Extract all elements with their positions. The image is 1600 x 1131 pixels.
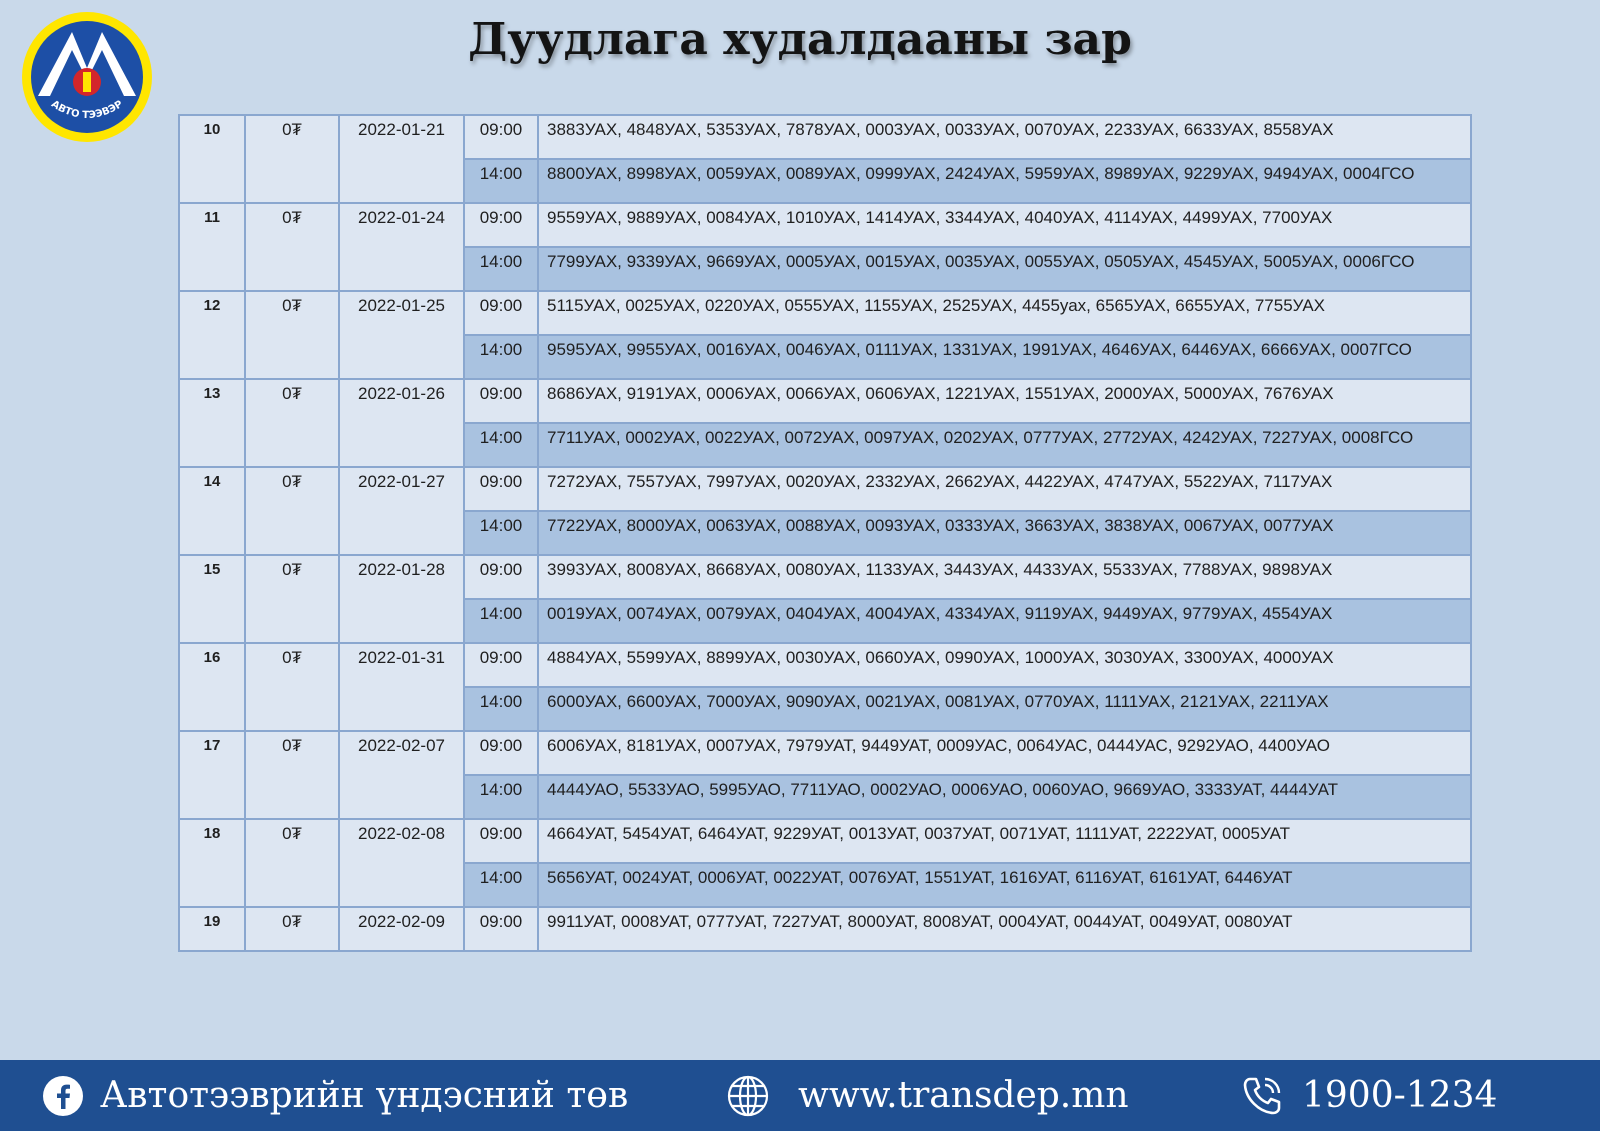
auction-time: 09:00 [464, 291, 538, 335]
auction-time: 14:00 [464, 335, 538, 379]
starting-price: 0₮ [245, 643, 339, 731]
plate-numbers: 7799УАХ, 9339УАХ, 9669УАХ, 0005УАХ, 0015УАХ, 0035УАХ, 0055УАХ, 0505УАХ, 4545УАХ, 5005УАХ, 0006ГСО [538, 247, 1471, 291]
table-row [179, 291, 1471, 335]
auction-time: 09:00 [464, 115, 538, 159]
plate-numbers: 8800УАХ, 8998УАХ, 0059УАХ, 0089УАХ, 0999УАХ, 2424УАХ, 5959УАХ, 8989УАХ, 9229УАХ, 9494УАХ, 0004ГСО [538, 159, 1471, 203]
auction-number: 18 [179, 819, 245, 907]
plate-numbers: 0019УАХ, 0074УАХ, 0079УАХ, 0404УАХ, 4004УАХ, 4334УАХ, 9119УАХ, 9449УАХ, 9779УАХ, 4554УАХ [538, 599, 1471, 643]
footer-website: www.transdep.mn [798, 1075, 1129, 1116]
page-title: Дуудлага худалдааны зар [468, 14, 1132, 65]
auction-date: 2022-01-28 [339, 555, 464, 643]
starting-price: 0₮ [245, 291, 339, 379]
auction-date: 2022-01-31 [339, 643, 464, 731]
phone-icon [1240, 1074, 1284, 1118]
auction-time: 14:00 [464, 687, 538, 731]
auction-time: 14:00 [464, 863, 538, 907]
table-row [179, 203, 1471, 247]
plate-numbers: 4884УАХ, 5599УАХ, 8899УАХ, 0030УАХ, 0660УАХ, 0990УАХ, 1000УАХ, 3030УАХ, 3300УАХ, 4000УАХ [538, 643, 1471, 687]
starting-price: 0₮ [245, 731, 339, 819]
auction-time: 14:00 [464, 247, 538, 291]
auction-time: 09:00 [464, 907, 538, 951]
auction-time: 09:00 [464, 555, 538, 599]
table-row [179, 379, 1471, 423]
plate-numbers: 4664УАТ, 5454УАТ, 6464УАТ, 9229УАТ, 0013УАТ, 0037УАТ, 0071УАТ, 1111УАТ, 2222УАТ, 0005УАТ [538, 819, 1471, 863]
auction-time: 14:00 [464, 775, 538, 819]
auction-time: 09:00 [464, 467, 538, 511]
phone-link[interactable] [1240, 1060, 1497, 1131]
plate-numbers: 4444УАО, 5533УАО, 5995УАО, 7711УАО, 0002УАО, 0006УАО, 0060УАО, 9669УАО, 3333УАТ, 4444УАТ [538, 775, 1471, 819]
auction-time: 09:00 [464, 819, 538, 863]
auction-time: 09:00 [464, 643, 538, 687]
plate-numbers: 9595УАХ, 9955УАХ, 0016УАХ, 0046УАХ, 0111УАХ, 1331УАХ, 1991УАХ, 4646УАХ, 6446УАХ, 6666УАХ, 0007ГСО [538, 335, 1471, 379]
auction-number: 11 [179, 203, 245, 291]
auction-date: 2022-02-09 [339, 907, 464, 951]
auction-date: 2022-01-26 [339, 379, 464, 467]
auction-date: 2022-01-27 [339, 467, 464, 555]
auction-date: 2022-02-07 [339, 731, 464, 819]
starting-price: 0₮ [245, 555, 339, 643]
auction-number: 19 [179, 907, 245, 951]
table-row [179, 467, 1471, 511]
auction-time: 14:00 [464, 511, 538, 555]
auction-date: 2022-02-08 [339, 819, 464, 907]
auction-date: 2022-01-24 [339, 203, 464, 291]
logo-text: АВТО ТЭЭВЭР [49, 98, 125, 122]
auction-number: 13 [179, 379, 245, 467]
plate-numbers: 6000УАХ, 6600УАХ, 7000УАХ, 9090УАХ, 0021УАХ, 0081УАХ, 0770УАХ, 1111УАХ, 2121УАХ, 2211УАХ [538, 687, 1471, 731]
footer-phone: 1900-1234 [1302, 1075, 1498, 1116]
facebook-icon [42, 1075, 84, 1117]
starting-price: 0₮ [245, 379, 339, 467]
auction-time: 14:00 [464, 423, 538, 467]
facebook-link[interactable] [42, 1060, 628, 1131]
plate-numbers: 8686УАХ, 9191УАХ, 0006УАХ, 0066УАХ, 0606УАХ, 1221УАХ, 1551УАХ, 2000УАХ, 5000УАХ, 7676УАХ [538, 379, 1471, 423]
auction-time: 09:00 [464, 731, 538, 775]
table-row [179, 907, 1471, 951]
plate-numbers: 9559УАХ, 9889УАХ, 0084УАХ, 1010УАХ, 1414УАХ, 3344УАХ, 4040УАХ, 4114УАХ, 4499УАХ, 7700УАХ [538, 203, 1471, 247]
plate-numbers: 9911УАТ, 0008УАТ, 0777УАТ, 7227УАТ, 8000УАТ, 8008УАТ, 0004УАТ, 0044УАТ, 0049УАТ, 0080УАТ [538, 907, 1471, 951]
plate-numbers: 5656УАТ, 0024УАТ, 0006УАТ, 0022УАТ, 0076УАТ, 1551УАТ, 1616УАТ, 6116УАТ, 6161УАТ, 6446УАТ [538, 863, 1471, 907]
auction-time: 14:00 [464, 159, 538, 203]
table-row [179, 115, 1471, 159]
plate-numbers: 7272УАХ, 7557УАХ, 7997УАХ, 0020УАХ, 2332УАХ, 2662УАХ, 4422УАХ, 4747УАХ, 5522УАХ, 7117УАХ [538, 467, 1471, 511]
table-row [179, 555, 1471, 599]
starting-price: 0₮ [245, 467, 339, 555]
starting-price: 0₮ [245, 115, 339, 203]
plate-numbers: 7711УАХ, 0002УАХ, 0022УАХ, 0072УАХ, 0097УАХ, 0202УАХ, 0777УАХ, 2772УАХ, 4242УАХ, 7227УАХ, 0008ГСО [538, 423, 1471, 467]
auction-number: 17 [179, 731, 245, 819]
plate-numbers: 3993УАХ, 8008УАХ, 8668УАХ, 0080УАХ, 1133УАХ, 3443УАХ, 4433УАХ, 5533УАХ, 7788УАХ, 9898УАХ [538, 555, 1471, 599]
table-row [179, 731, 1471, 775]
auction-time: 14:00 [464, 599, 538, 643]
auction-number: 10 [179, 115, 245, 203]
footer-bar [0, 1060, 1600, 1131]
auction-schedule-table [178, 114, 1472, 952]
auction-time: 09:00 [464, 203, 538, 247]
auction-time: 09:00 [464, 379, 538, 423]
globe-icon [726, 1074, 770, 1118]
footer-org-name: Автотээврийн үндэсний төв [100, 1075, 629, 1116]
auction-number: 12 [179, 291, 245, 379]
auction-number: 14 [179, 467, 245, 555]
table-row [179, 819, 1471, 863]
website-link[interactable] [726, 1060, 1129, 1131]
auction-number: 16 [179, 643, 245, 731]
plate-numbers: 7722УАХ, 8000УАХ, 0063УАХ, 0088УАХ, 0093УАХ, 0333УАХ, 3663УАХ, 3838УАХ, 0067УАХ, 0077УАХ [538, 511, 1471, 555]
starting-price: 0₮ [245, 907, 339, 951]
plate-numbers: 6006УАХ, 8181УАХ, 0007УАХ, 7979УАТ, 9449УАТ, 0009УАС, 0064УАС, 0444УАС, 9292УАО, 4400УАО [538, 731, 1471, 775]
table-row [179, 643, 1471, 687]
starting-price: 0₮ [245, 819, 339, 907]
auction-date: 2022-01-21 [339, 115, 464, 203]
starting-price: 0₮ [245, 203, 339, 291]
auction-date: 2022-01-25 [339, 291, 464, 379]
plate-numbers: 3883УАХ, 4848УАХ, 5353УАХ, 7878УАХ, 0003УАХ, 0033УАХ, 0070УАХ, 2233УАХ, 6633УАХ, 8558УАХ [538, 115, 1471, 159]
auction-number: 15 [179, 555, 245, 643]
plate-numbers: 5115УАХ, 0025УАХ, 0220УАХ, 0555УАХ, 1155УАХ, 2525УАХ, 4455уах, 6565УАХ, 6655УАХ, 7755УАХ [538, 291, 1471, 335]
